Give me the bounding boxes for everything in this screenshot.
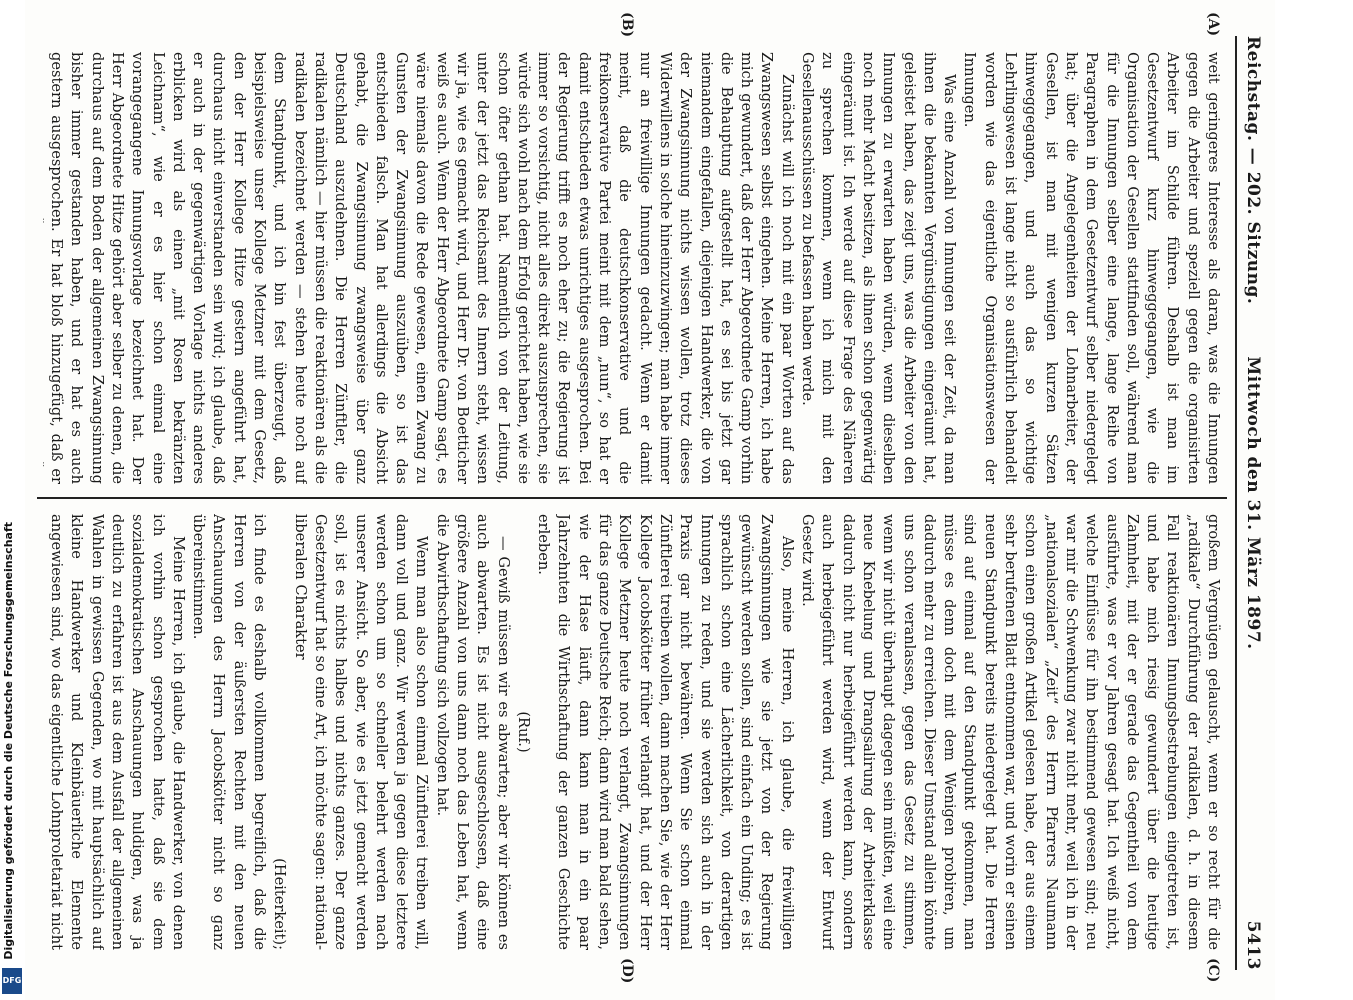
page-number: 5413 [1243, 920, 1263, 970]
paragraph: Meine Herren, ich glaube, die Handwerker, von denen ich vorhin schon gesprochen hatte, daß sie dem sozialdemokratischen Anschauungen huldigen, was ja deutlich zu erfahren ist aus dem Ausfall der allgemeinen Wahlen in gewissen Gegenden, wo mit hauptsächlich auf kleine Handwerker und Kleinbäuerliche Elemente angewiesen sind, wo das eigentliche Lohnproletariat nicht [48, 514, 187, 950]
paragraph: ich finde es deshalb vollkommen begreiflich, daß die Herren von der äußersten Rechten mit den neuen Anschauungen des Herrn Jacobskötter nicht so ganz übereinstimmen. [190, 514, 269, 950]
digitization-credit-text: Digitalisierung gefördert durch die Deutsche Forschungsgemeinschaft [2, 522, 15, 960]
paragraph: Was eine Anzahl von Innungen seit der Zeit, da man ihnen die bekannten Vergünstigungen eingeräumt hat, geleistet haben, das zeigt uns, was die Arbeiter von den Innungen zu erwarten haben würden, wenn dieselben noch mehr Macht besitzen, als ihnen schon gegenwärtig eingeräumt ist. Ich werde auf diese Frage des Näheren zu sprechen kommen, wenn ich mich mit den Gesellenausschüssen zu befassen haben werde. [799, 52, 959, 484]
interjection: (Ruf.) [514, 711, 532, 753]
dfg-logo: DFG [2, 968, 22, 994]
paragraph: Wenn man also schon einmal Zünftlerei treiben will, dann voll und ganz. Wir werden ja gegen diese letztere werden schon um so schneller belehrt werden nach unserer Ansicht. So aber, wie es jetzt gemacht werden soll, ist es nichts halbes und nichts ganzes. Der ganze Gesetzentwurf hat so eine Art, ich möchte sagen: national-liberalen Charakter [291, 514, 431, 950]
interjection: (Heiterkeit); [271, 858, 289, 950]
header-date: Mittwoch den 31. März 1897. [1243, 356, 1263, 650]
margin-marker-c: (C) [1205, 958, 1221, 983]
column-divider [37, 497, 1227, 499]
margin-marker-d: (D) [619, 958, 635, 984]
margin-marker-a: (A) [1205, 12, 1221, 37]
right-text-column [43, 514, 1223, 950]
paragraph: — Gewiß müssen wir es abwarten; aber wir können es auch abwarten. Es ist nicht ausgeschlossen, daß eine größere Anzahl von uns dann noch das Leben hat, wenn die Abwirthschaftung sich vollzogen hat. [433, 514, 512, 950]
left-text-column [43, 52, 1223, 484]
scanned-page [25, 0, 1275, 1000]
paragraph: Zunächst will ich noch mit ein paar Worten auf das Zwangswesen selbst eingehen. Meine Herren, ich habe mich gewundert, daß der Herr Abgeordnete Gamp vorhin die Behauptung aufgestellt hat, es sei bis jetzt gar niemandem eingefallen, diejenigen Handwerker, die von der Zwangsinnung nichts wissen wollen, trotz dieses Widerwillens in solche hineinzuzwingen; man habe immer nur an freiwillige Innungen gedacht. Wenn er damit meint, daß die deutschkonservative und die freikonservative Partei meint mit dem „nun“, so hat er damit entschieden etwas unrichtiges ausgesprochen. Bei der Regierung trifft es noch eher zu; die Regierung ist immer so vorsichtig, nicht alles direkt auszusprechen, sie würde sich wohl nach dem Erfolg gerichtet haben, wie sie schon öfter gethan hat. Namentlich von der Leitung, unter der jetzt das Reichsamt des Innern steht, wissen wir ja, wie es gemacht wird, und Herr Dr. von Boetticher weiß es auch. Wenn der Herr Abgeordnete Gamp sagt, es wäre niemals davon die Rede gewesen, einen Zwang zu Gunsten der Zwangsinnung auszuüben, so ist das entschieden falsch. Man hat allerdings die Absicht gehabt, die Zwangsinnung zwangsweise über ganz Deutschland auszudehnen. Die Herren Zünftler, die radikalen nämlich — hier müssen die reaktionären als die radikalen bezeichnet werden — stehen heute noch auf dem Standpunkt, und ich bin fest überzeugt, daß beispielsweise unser Kollege Metzner mit dem Gesetz, den der Herr Kollege Hitze gestern angeführt hat, durchaus nicht einverstanden sein wird; ich glaube, daß er auch in der gegenwärtigen Vorlage nichts anderes erblicken wird als einen „mit Rosen bekränzten Leichnam“, wie er es hier schon einmal eine vorangegangene Innungsvorlage bezeichnet hat. Der Herr Abgeordnete Hitze gehört aber selber zu denen, die durchaus auf dem Boden der allgemeinen Zwangsinnung bisher immer gestanden haben, und er hat es auch gestern ausgesprochen. Er hat bloß hinzugefügt, daß er [48, 52, 796, 484]
digitization-credit-strip [0, 0, 24, 1000]
paragraph: großem Vergnügen gelauscht, wenn er so recht für die „radikale“ Durchführung der radikalen, d. h. in diesem Fall reaktionären Innungsbestrebungen eingetreten ist, und habe mich riesig gewundert über die heutige Zahmheit, mit der er gerade das Gegentheil von dem ausführte, was er vor Jahren gesagt hat. Ich weiß nicht, welche Einflüsse für ihn bestimmend gewesen sind; neu war mir die Schwenkung zwar nicht mehr, weil ich in der „nationalsozialen“ „Zeit“ des Herrn Pfarrers Naumann schon einen großen Artikel gelesen habe, der aus einem sehr berufenen Blatt entnommen war, und worin er seinen neuen Standpunkt bereits niedergelegt hat. Die Herren sind auf einmal auf den Standpunkt gekommen, man müsse es denn doch mit dem Wenigen probiren, um dadurch mehr zu erreichen. Dieser Umstand allein könnte uns schon veranlassen, gegen das Gesetz zu stimmen, wenn wir nicht überhaupt dagegen sein müßten, weil eine neue Knebelung und Drangsalirung der Arbeiterklasse dadurch nicht nur herbeigeführt werden kann, sondern auch herbeigeführt werden wird, wenn der Entwurf Gesetz wird. [799, 514, 1222, 950]
header-session: Reichstag. — 202. Sitzung. [1243, 36, 1263, 305]
paragraph: weit geringeres Interesse als daran, was die Innungen gegen die Arbeiter und speziell gegen die organisirten Arbeiter im Schilde führen. Deshalb ist man im Gesetzentwurf kurz hinweggegangen, wie die Organisation der Gesellen stattfinden soll, während man für die Innungen selber eine lange, lange Reihe von Paragraphen in dem Gesetzentwurf selber niedergelegt hat; über die Angelegenheiten der Lohnarbeiter, der Gesellen, ist man mit wenigen kurzen Sätzen hinweggegangen, und auch das so wichtige Lehrlingswesen ist lange nicht so ausführlich behandelt worden wie das eigentliche Organisationswesen der Innungen. [961, 52, 1222, 484]
margin-marker-b: (B) [619, 12, 635, 38]
page-header [1235, 36, 1267, 970]
paragraph: Also, meine Herren, ich glaube, die freiwilligen Zwangsinnungen wie sie jetzt von der Regierung gewünscht werden sollen, sind einfach ein Unding; es ist sprachlich schon eine Lächerlichkeit, von derartigen Innungen zu reden, und sie werden sich auch in der Praxis gar nicht bewähren. Wenn Sie schon einmal Zünftlerei treiben wollen, dann machen Sie, wie der Herr Kollege Jacobskötter früher verlangt hat, und der Herr Kollege Metzner heute noch verlangt, Zwangsinnungen für das ganze Deutsche Reich; dann wird man bald sehen, wie der Hase läuft, dann kann man in ein paar Jahrzehnten die Wirthschaftung der ganzen Geschichte erleben. [535, 514, 796, 950]
